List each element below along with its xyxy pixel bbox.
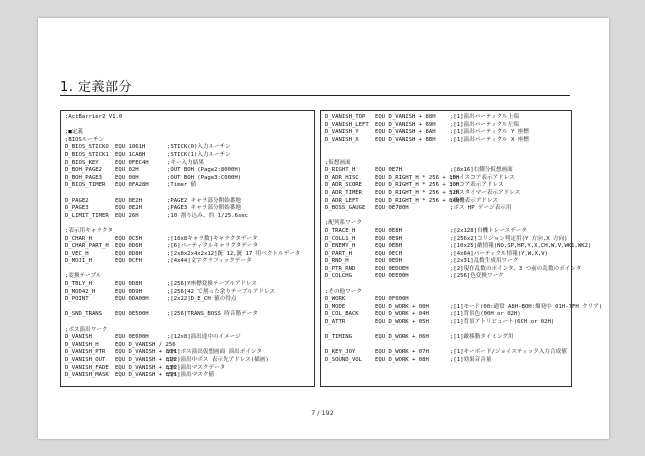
- code-label: D_VANISH_Y: [325, 129, 359, 136]
- code-value: EQU D_VANISH + 8BH: [375, 136, 436, 143]
- code-line: [325, 236, 569, 244]
- code-line: [325, 327, 569, 335]
- code-label: D_CHAR_H: [65, 235, 92, 242]
- code-label: D_VANISH_MASK: [65, 372, 109, 379]
- code-line: [65, 167, 312, 175]
- code-line: [65, 281, 312, 289]
- code-comment: ;[1]演出パーティクル左端: [450, 121, 519, 128]
- code-label: D_PAGE2: [65, 197, 89, 204]
- code-label: D_VANISH_FADE: [65, 364, 109, 371]
- code-label: D_VANISH_OUT: [65, 357, 106, 363]
- code-label: D_MODE: [325, 303, 346, 310]
- code-line: [65, 160, 312, 168]
- code-label: D_VEC_H: [65, 250, 89, 257]
- code-line: [65, 122, 312, 130]
- code-value: EQU D_VANISH + 83H: [115, 364, 176, 371]
- code-text: ;仮想画面: [325, 159, 351, 166]
- code-label: D_ATTR: [325, 319, 346, 326]
- code-value: EQU 0ECH: [375, 250, 402, 257]
- code-comment: ;[2x8x2x4x2x12]銃 12,銃 17 用ベクトルデータ: [167, 250, 301, 257]
- code-value: EQU 0E2H: [115, 205, 142, 212]
- code-comment: ;[1]モード(00:通常 A8H-BOH:爆発中 01H-7FH クリア): [450, 303, 603, 310]
- code-value: EQU 0DA00H: [115, 296, 149, 303]
- code-line: [325, 251, 569, 259]
- code-label: D_BIOS_KEY: [65, 159, 99, 166]
- code-comment: ;[256x2]コリジョン判定用(Y 方向,X 方向): [450, 235, 568, 242]
- code-comment: ;ボス HP ゲージ表示用: [450, 205, 512, 212]
- code-line: [65, 228, 312, 236]
- code-label: D_PAGE3: [65, 205, 89, 212]
- code-comment: ;[1]ボス演出仮想画面 演出ポインタ: [167, 349, 262, 356]
- code-label: D_VANISH_H: [65, 341, 99, 348]
- code-line: [325, 182, 569, 190]
- code-label: D_LIMIT_TIMER: [65, 212, 109, 219]
- code-value: EQU D_RIGHT_H * 256 + 52H: [375, 189, 460, 196]
- code-value: EQU D_VANISH + 81H: [115, 357, 176, 363]
- code-line: [325, 144, 569, 152]
- code-comment: ;STICK(0)入力ルーチン: [167, 144, 231, 151]
- code-comment: ;[1]演出パーティクル Y 座標: [450, 129, 529, 136]
- code-value: EQU 1061H: [115, 144, 146, 151]
- code-comment: ;PAGE3 キャラ部分開始番地: [167, 205, 241, 212]
- code-line: [65, 190, 312, 198]
- code-comment: ;[1]効果音音量: [450, 357, 492, 363]
- code-label: D_RIGHT_H: [325, 167, 356, 174]
- code-comment: ;[1]演出パーティクル上端: [450, 114, 519, 120]
- code-label: D_VANISH_TOP: [325, 114, 366, 120]
- code-label: D_BIOS_STICK1: [65, 151, 109, 158]
- code-label: D_WORK: [325, 296, 346, 303]
- code-line: [65, 220, 312, 228]
- code-value: EQU 0EDH: [375, 258, 402, 265]
- section-heading: 1. 定義部分: [60, 80, 133, 95]
- code-comment: ;[2x31]乱数生成用ワーク: [450, 258, 519, 265]
- code-value: EQU 0D6H: [115, 243, 142, 250]
- code-label: D_BOH_PAGE3: [65, 174, 103, 181]
- code-value: EQU 0F000H: [375, 296, 409, 303]
- code-label: D_PART_H: [325, 250, 352, 257]
- code-comment: ;[8x16]右側分仮想画面: [450, 167, 513, 174]
- code-label: D_SOUND_VOL: [325, 357, 363, 363]
- code-value: EQU 0CFH: [115, 258, 142, 265]
- code-value: EQU 0E500H: [115, 311, 149, 318]
- code-comment: ;[4x64]パーティクル情報(Y,W,X,V): [450, 250, 549, 257]
- code-value: EQU 0D9H: [115, 288, 142, 295]
- code-label: D_ADR_TIMER: [325, 189, 363, 196]
- code-value: EQU D_RIGHT_H * 256 + 1BH: [375, 174, 460, 181]
- code-line: [325, 175, 569, 183]
- code-comment: ;ボスタイマー表示アドレス: [450, 189, 521, 196]
- code-label: D_TIMING: [325, 334, 352, 341]
- code-label: D_ADR_SCORE: [325, 182, 363, 189]
- code-comment: ;[2x128]自機トレースデータ: [450, 227, 527, 234]
- code-value: EQU D_WORK + 00H: [375, 303, 429, 310]
- code-text: ;ActBarrier2 V1.0: [65, 114, 123, 120]
- code-comment: ;OUT BOH (Page2:8000H): [167, 167, 242, 174]
- code-text: ;■定義: [65, 129, 83, 136]
- code-line: [325, 198, 569, 206]
- code-text: ;BIOSルーチン: [65, 136, 104, 143]
- code-label: D_POINT: [65, 296, 89, 303]
- code-line: [325, 334, 569, 342]
- code-line: [325, 258, 569, 266]
- code-label: D_MOD42_H: [65, 288, 96, 295]
- code-value: EQU D_WORK + 06H: [375, 334, 429, 341]
- code-label: D_MOJI_H: [65, 258, 92, 265]
- code-label: D_BOH_PAGE2: [65, 167, 103, 174]
- code-line: [325, 129, 569, 137]
- code-label: D_VANISH_LEFT: [325, 121, 369, 128]
- code-line: [325, 152, 569, 160]
- code-label: D_ADR_LEFT: [325, 197, 359, 204]
- heading-underline: [60, 95, 570, 96]
- code-label: D_COL_BACK: [325, 311, 359, 318]
- code-line: [65, 258, 312, 266]
- code-value: EQU 26H: [115, 212, 139, 219]
- code-text: ;変換テーブル: [65, 273, 102, 280]
- code-line: [325, 289, 569, 297]
- code-line: [325, 243, 592, 251]
- code-line: [65, 319, 312, 327]
- code-comment: ;[12x8]演出途中のイメージ: [167, 334, 241, 341]
- code-comment: ;ハイスコア表示アドレス: [450, 174, 515, 181]
- code-comment: ;STICK(1)入力ルーチン: [167, 151, 231, 158]
- code-comment: ;[1]背景色(00H or 02H): [450, 311, 521, 318]
- code-comment: ;[1]背景アトリビュート(6CH or 02H): [450, 319, 555, 326]
- code-comment: ;[2]演出中ボス 表示先アドレス(描画): [167, 357, 269, 363]
- code-line: [325, 160, 569, 168]
- code-line: [325, 228, 569, 236]
- code-line: [325, 265, 582, 274]
- code-line: [65, 114, 312, 122]
- code-value: EQU D_WORK + 05H: [375, 319, 429, 326]
- code-line: [65, 144, 312, 152]
- code-label: D_BOSS_GAUGE: [325, 205, 366, 212]
- code-value: EQU 0E7H: [375, 167, 402, 174]
- code-line: [325, 319, 569, 327]
- code-comment: ;[6]パーティクルキャラクタデータ: [167, 243, 259, 250]
- code-comment: ;[2]演出マスクデータ: [167, 364, 226, 371]
- code-label: D_COLCHG: [325, 273, 352, 280]
- code-comment: ;[2x22]D_E_CH 値の得点: [167, 296, 237, 303]
- code-value: EQU 0D8H: [115, 281, 142, 288]
- code-lines-left: [65, 114, 312, 380]
- code-comment: ;PAGE2 キャラ部分開始番地: [167, 197, 241, 204]
- code-comment: ;スコア表示アドレス: [450, 182, 504, 189]
- code-comment: ;[4x44]文字グラフィックデータ: [167, 258, 252, 265]
- code-comment: ;[1]演出パーティクル X 座標: [450, 136, 529, 143]
- code-value: EQU D_VANISH + 85H: [115, 372, 176, 379]
- page-number: 7 / 192: [311, 409, 334, 417]
- code-value: EQU D_VANISH + 8AH: [375, 129, 436, 136]
- code-comment: ;[256]TRANS_BOSS 時音階データ: [167, 311, 258, 318]
- code-value: EQU 0E600H: [115, 334, 149, 341]
- code-comment: ;OUT BOH (Page3:C000H): [167, 174, 242, 181]
- code-line: [325, 122, 569, 130]
- code-value: EQU 0E9H: [375, 235, 402, 242]
- code-line: [325, 205, 569, 213]
- code-line: [65, 311, 312, 319]
- code-value: EQU 0E2H: [115, 197, 142, 204]
- code-line: [65, 349, 312, 357]
- code-value: EQU D_VANISH + 88H: [375, 114, 436, 120]
- code-block-left: [60, 110, 315, 387]
- code-comment: ;キー入力結果: [167, 159, 204, 166]
- code-comment: ;[10x25]敵情報(NO,SP,HP,Y,X,CH,W,V,WK1,WK2): [450, 243, 592, 250]
- code-line: [65, 243, 312, 251]
- code-comment: ;[1]演出マスク値: [167, 372, 215, 379]
- code-label: D_KEY_JOY: [325, 349, 356, 356]
- code-value: EQU 0C5H: [115, 235, 142, 242]
- code-value: EQU 0EDOEH: [375, 265, 409, 272]
- code-line: [65, 213, 312, 221]
- code-label: D_VANISH: [65, 334, 92, 341]
- code-comment: ;[1]キーボード/ジョイスティック入力合成値: [450, 349, 567, 356]
- code-value: EQU 0EE00H: [375, 273, 409, 280]
- code-value: EQU 0FEC4H: [115, 159, 149, 166]
- code-line: [65, 334, 312, 342]
- code-comment: ;残機表示アドレス: [450, 197, 498, 204]
- code-label: D_TBLY_H: [65, 281, 92, 288]
- code-text: ;配列系ワーク: [325, 220, 362, 227]
- code-value: EQU D_VANISH + 89H: [375, 121, 436, 128]
- code-line: [325, 349, 569, 357]
- code-label: D_BIOS_STICKO: [65, 144, 109, 151]
- code-comment: ;[16x8キャラ数]キャラクタデータ: [167, 235, 258, 242]
- code-value: EQU 02H: [115, 167, 139, 174]
- code-label: D_SND_TRANS: [65, 311, 103, 318]
- code-label: D_TRACE_H: [325, 227, 356, 234]
- code-value: EQU D_WORK + 04H: [375, 311, 429, 318]
- code-line: [65, 236, 312, 244]
- code-line: [325, 311, 569, 319]
- code-comment: ;Timer 値: [167, 182, 197, 189]
- code-value: EQU 0E8H: [375, 227, 402, 234]
- code-value: EQU D_VANISH + 80H: [115, 349, 176, 356]
- code-line: [65, 182, 312, 190]
- code-label: D_ENEMY_H: [325, 243, 356, 250]
- code-label: D_PTR_RND: [325, 265, 356, 272]
- code-value: EQU D_WORK + 07H: [375, 349, 429, 356]
- code-comment: ;[256]42 で割った余りテーブルアドレス: [167, 288, 275, 295]
- code-line: [325, 357, 569, 365]
- code-label: D_VANISH_X: [325, 136, 359, 143]
- code-lines-right: [325, 114, 603, 365]
- code-line: [325, 273, 569, 281]
- code-line: [65, 152, 312, 160]
- code-comment: ;[2]現在乱数のポインタ、3 つ前の乱数のポインタ: [450, 265, 582, 272]
- code-text: ;表示用キャラクタ: [65, 227, 114, 234]
- code-line: [325, 167, 569, 175]
- code-line: [325, 137, 569, 145]
- code-comment: ;[256]Y座標変換テーブルアドレス: [167, 281, 258, 288]
- code-value: EQU 0E780H: [375, 205, 409, 212]
- code-label: D_CHAR_PART_H: [65, 243, 109, 250]
- code-line: [65, 266, 312, 274]
- code-text: ;ボス演出ワーク: [65, 326, 108, 333]
- code-line: [325, 220, 569, 228]
- code-value: EQU 00H: [115, 174, 139, 181]
- code-line: [325, 114, 569, 122]
- code-value: EQU D_RIGHT_H * 256 + 6AH: [375, 197, 460, 204]
- code-comment: ;[256]色変換ワーク: [450, 273, 504, 280]
- code-text: ;その他ワーク: [325, 288, 362, 295]
- code-value: EQU D_WORK + 08H: [375, 357, 429, 363]
- code-value: EQU D_RIGHT_H * 256 + 30H: [375, 182, 460, 189]
- code-block-right: [320, 110, 603, 387]
- code-label: D_COLL1_H: [325, 235, 356, 242]
- code-comment: ;[1]敵移動タイミング用: [450, 334, 514, 341]
- code-line: [65, 198, 312, 206]
- code-label: D_ADR_HISC: [325, 174, 359, 181]
- code-line: [325, 296, 569, 304]
- code-line: [65, 205, 312, 213]
- code-value: EQU 0EBH: [375, 243, 402, 250]
- code-value: EQU 0FA28H: [115, 182, 149, 189]
- code-value: EQU D_VANISH / 256: [115, 341, 176, 348]
- code-comment: ;10 割り込み、約 1/25.6sec: [167, 212, 249, 219]
- code-line: [325, 281, 569, 289]
- code-label: D_BIOS_TIMER: [65, 182, 106, 189]
- code-label: D_RND_H: [325, 258, 349, 265]
- code-line: [325, 190, 569, 198]
- code-line: [65, 357, 312, 365]
- code-line: [65, 129, 312, 137]
- code-line: [65, 296, 312, 304]
- code-line: [65, 372, 312, 380]
- code-value: EQU 0D8H: [115, 250, 142, 257]
- code-line: [65, 273, 312, 281]
- code-value: EQU 1CA8H: [115, 151, 146, 158]
- code-line: [325, 303, 603, 312]
- code-label: D_VANISH_PTR: [65, 349, 106, 356]
